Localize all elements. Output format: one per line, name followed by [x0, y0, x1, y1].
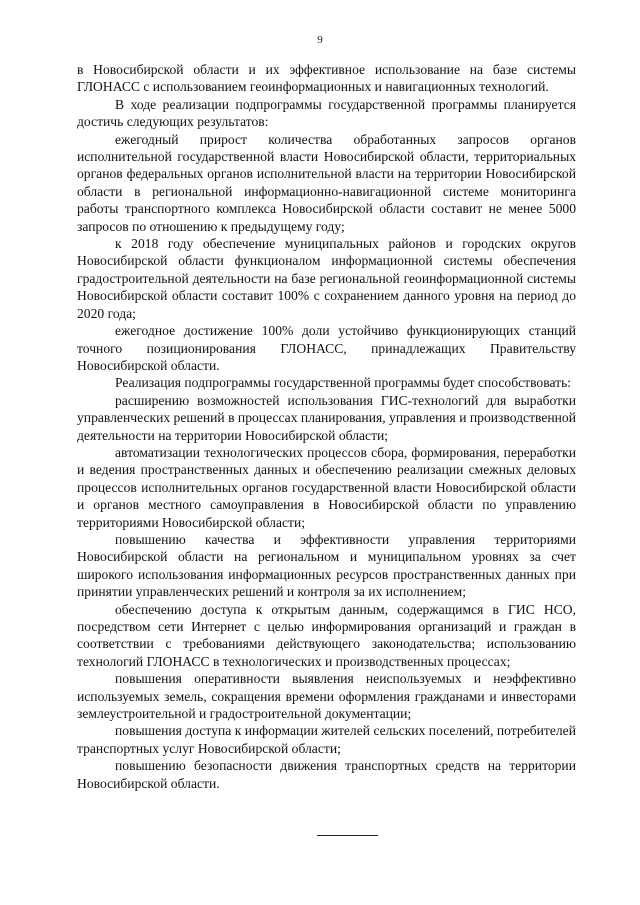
page-number: 9 — [317, 34, 323, 46]
paragraph-result-requests: ежегодный прирост количества обработанных запросов органов исполнительной государственной власти Новосибирской области, территориальных органов федеральных органов исполнительной власти на территории Новосибирской области в региональной информационно-навигационной системе мониторинга работы транспортного комплекса Новосибирской области составит не менее 5000 запросов по отношению к предыдущему году; — [77, 131, 576, 234]
paragraph-result-municipal: к 2018 году обеспечение муниципальных районов и городских округов Новосибирской области функционалом информационной системы обеспечения градостроительной деятельности на базе региональной геоинформационной системы Новосибирской области составит 100% с сохранением данного уровня на период до 2020 года; — [77, 236, 576, 321]
paragraph-automation: автоматизации технологических процессов сбора, формирования, переработки и ведения пространственных данных и обеспечению реализации смежных деловых процессов исполнительных органов государственной власти Новосибирской области и органов местного самоуправления в Новосибирской области по управлению территориями Новосибирской области; — [77, 444, 576, 530]
paragraph-rural-access: повышения доступа к информации жителей сельских поселений, потребителей транспортных услуг Новосибирской области; — [77, 723, 576, 756]
closing-divider — [317, 835, 378, 836]
paragraph-open-data: обеспечению доступа к открытым данным, содержащимся в ГИС НСО, посредством сети Интернет с целью информирования организаций и граждан в соответствии с требованиями действующего законодательства; использованию технологий ГЛОНАСС в технологических и производственных процессах; — [77, 601, 576, 669]
document-body — [77, 0, 576, 792]
paragraph-continuation: в Новосибирской области и их эффективное использование на базе системы ГЛОНАСС с использованием геоинформационных и навигационных технологий. — [77, 62, 576, 95]
paragraph-contribution-intro: Реализация подпрограммы государственной программы будет способствовать: — [115, 375, 572, 391]
paragraph-management-quality: повышению качества и эффективности управления территориями Новосибирской области на региональном и муниципальном уровнях за счет широкого использования информационных ресурсов пространственных данных при принятии управленческих решений и контроля за их исполнением; — [77, 531, 576, 600]
paragraph-gis-expansion: расширению возможностей использования ГИС-технологий для выработки управленческих решений в процессах планирования, управления и производственной деятельности на территории Новосибирской области; — [77, 392, 576, 443]
paragraph-traffic-safety: повышению безопасности движения транспортных средств на территории Новосибирской области. — [77, 758, 576, 791]
paragraph-land-use: повышения оперативности выявления неиспользуемых и неэффективно используемых земель, сокращения времени оформления гражданами и инвесторами землеустроительной и градостроительной документации; — [77, 671, 576, 722]
paragraph-results-intro: В ходе реализации подпрограммы государственной программы планируется достичь следующих результатов: — [77, 96, 576, 130]
paragraph-result-glonass-stations: ежегодное достижение 100% доли устойчиво функционирующих станций точного позиционирования ГЛОНАСС, принадлежащих Правительству Новосибирской области. — [77, 323, 576, 373]
